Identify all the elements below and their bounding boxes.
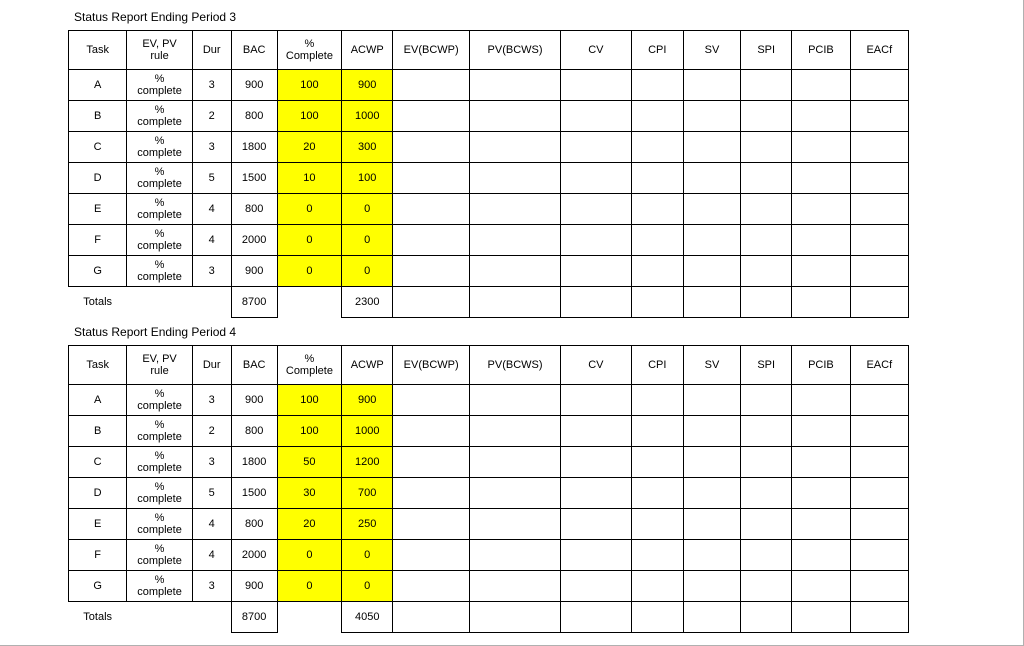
totals-pv[interactable] — [470, 602, 561, 633]
cell-task: D — [69, 163, 127, 194]
cell-pv[interactable] — [470, 163, 561, 194]
cell-spi[interactable] — [741, 163, 792, 194]
report-title: Status Report Ending Period 3 — [74, 10, 237, 24]
cell-bac: 900 — [231, 571, 277, 602]
cell-pcib[interactable] — [792, 509, 850, 540]
col-task: Task — [69, 31, 127, 70]
evm-table — [68, 345, 909, 633]
cell-cpi[interactable] — [631, 571, 683, 602]
cell-cv[interactable] — [561, 416, 632, 447]
cell-rule: % complete — [127, 416, 192, 447]
table-row — [69, 225, 909, 256]
table-row — [69, 256, 909, 287]
cell-task: F — [69, 540, 127, 571]
cell-pcib[interactable] — [792, 225, 850, 256]
cell-eacf[interactable] — [850, 416, 908, 447]
cell-dur: 4 — [192, 509, 231, 540]
cell-spi[interactable] — [741, 194, 792, 225]
totals-sv[interactable] — [683, 287, 740, 318]
table-row — [69, 540, 909, 571]
col-dur: Dur — [192, 346, 231, 385]
table-row — [69, 194, 909, 225]
totals-ev[interactable] — [393, 602, 470, 633]
cell-pcib[interactable] — [792, 163, 850, 194]
cell-pv[interactable] — [470, 509, 561, 540]
cell-ev[interactable] — [393, 194, 470, 225]
cell-cpi[interactable] — [631, 416, 683, 447]
col-ev-pv-rule: EV, PV rule — [127, 31, 192, 70]
cell-cv[interactable] — [561, 540, 632, 571]
totals-ev[interactable] — [393, 287, 470, 318]
cell-sv[interactable] — [683, 225, 740, 256]
totals-bac: 8700 — [231, 287, 277, 318]
cell-acwp[interactable]: 900 — [342, 70, 393, 101]
cell-bac: 2000 — [231, 540, 277, 571]
totals-eacf[interactable] — [850, 287, 908, 318]
cell-sv[interactable] — [683, 256, 740, 287]
cell-pcib[interactable] — [792, 416, 850, 447]
totals-label: Totals — [83, 296, 113, 309]
cell-sv[interactable] — [683, 194, 740, 225]
cell-bac: 900 — [231, 70, 277, 101]
cell-dur: 4 — [192, 540, 231, 571]
cell-rule: % complete — [127, 571, 192, 602]
cell-sv[interactable] — [683, 163, 740, 194]
cell-dur: 3 — [192, 256, 231, 287]
cell-cv[interactable] — [561, 70, 632, 101]
cell-bac: 900 — [231, 385, 277, 416]
cell-task: E — [69, 509, 127, 540]
table-row — [69, 416, 909, 447]
cell-ev[interactable] — [393, 509, 470, 540]
cell-cv[interactable] — [561, 478, 632, 509]
cell-sv[interactable] — [683, 571, 740, 602]
totals-cv[interactable] — [561, 602, 632, 633]
cell-cpi[interactable] — [631, 132, 683, 163]
cell-dur: 4 — [192, 225, 231, 256]
cell-task: A — [69, 70, 127, 101]
col-spi: SPI — [741, 31, 792, 70]
totals-pv[interactable] — [470, 287, 561, 318]
totals-pcib[interactable] — [792, 602, 850, 633]
cell-acwp[interactable]: 0 — [342, 571, 393, 602]
cell-acwp[interactable]: 1200 — [342, 447, 393, 478]
col-ev-bcwp: EV(BCWP) — [393, 346, 470, 385]
col-percent-complete: % Complete — [277, 31, 341, 70]
table-row — [69, 101, 909, 132]
col-cv: CV — [561, 31, 632, 70]
cell-pcib[interactable] — [792, 132, 850, 163]
cell-sv[interactable] — [683, 478, 740, 509]
table-row — [69, 385, 909, 416]
cell-cpi[interactable] — [631, 225, 683, 256]
cell-pv[interactable] — [470, 70, 561, 101]
cell-percent-complete[interactable]: 0 — [277, 194, 341, 225]
totals-label: Totals — [83, 611, 113, 624]
cell-eacf[interactable] — [850, 571, 908, 602]
col-acwp: ACWP — [342, 346, 393, 385]
cell-sv[interactable] — [683, 101, 740, 132]
status-report-period-3 — [68, 10, 909, 318]
totals-pcib[interactable] — [792, 287, 850, 318]
cell-percent-complete[interactable]: 50 — [277, 447, 341, 478]
cell-bac: 800 — [231, 509, 277, 540]
cell-acwp[interactable]: 1000 — [342, 101, 393, 132]
cell-task: A — [69, 385, 127, 416]
cell-cpi[interactable] — [631, 540, 683, 571]
cell-rule: % complete — [127, 225, 192, 256]
cell-rule: % complete — [127, 70, 192, 101]
cell-bac: 1800 — [231, 132, 277, 163]
cell-spi[interactable] — [741, 416, 792, 447]
cell-acwp[interactable]: 0 — [342, 256, 393, 287]
table-row — [69, 447, 909, 478]
cell-spi[interactable] — [741, 101, 792, 132]
cell-rule: % complete — [127, 132, 192, 163]
cell-acwp[interactable]: 250 — [342, 509, 393, 540]
cell-dur: 3 — [192, 132, 231, 163]
cell-eacf[interactable] — [850, 256, 908, 287]
cell-bac: 800 — [231, 101, 277, 132]
col-pv-bcws: PV(BCWS) — [470, 346, 561, 385]
cell-sv[interactable] — [683, 509, 740, 540]
col-bac: BAC — [231, 346, 277, 385]
cell-spi[interactable] — [741, 385, 792, 416]
cell-dur: 2 — [192, 101, 231, 132]
totals-row — [69, 287, 909, 318]
totals-cpi[interactable] — [631, 602, 683, 633]
col-pcib: PCIB — [792, 31, 850, 70]
col-cpi: CPI — [631, 346, 683, 385]
cell-percent-complete[interactable]: 100 — [277, 101, 341, 132]
cell-cv[interactable] — [561, 163, 632, 194]
totals-bac: 8700 — [231, 602, 277, 633]
cell-task: F — [69, 225, 127, 256]
cell-pv[interactable] — [470, 256, 561, 287]
cell-pcib[interactable] — [792, 478, 850, 509]
cell-eacf[interactable] — [850, 163, 908, 194]
cell-eacf[interactable] — [850, 540, 908, 571]
cell-cv[interactable] — [561, 132, 632, 163]
cell-eacf[interactable] — [850, 132, 908, 163]
col-cv: CV — [561, 346, 632, 385]
cell-rule: % complete — [127, 447, 192, 478]
cell-dur: 2 — [192, 416, 231, 447]
col-pv-bcws: PV(BCWS) — [470, 31, 561, 70]
cell-pcib[interactable] — [792, 540, 850, 571]
cell-pcib[interactable] — [792, 256, 850, 287]
cell-spi[interactable] — [741, 571, 792, 602]
cell-percent-complete[interactable]: 100 — [277, 416, 341, 447]
totals-pct-spacer — [277, 602, 341, 633]
cell-sv[interactable] — [683, 385, 740, 416]
cell-ev[interactable] — [393, 225, 470, 256]
cell-percent-complete[interactable]: 30 — [277, 478, 341, 509]
cell-cpi[interactable] — [631, 385, 683, 416]
cell-acwp[interactable]: 0 — [342, 540, 393, 571]
totals-pct-spacer — [277, 287, 341, 318]
col-ev-bcwp: EV(BCWP) — [393, 31, 470, 70]
cell-pv[interactable] — [470, 540, 561, 571]
cell-cpi[interactable] — [631, 194, 683, 225]
cell-pcib[interactable] — [792, 70, 850, 101]
col-eacf: EACf — [850, 346, 908, 385]
totals-eacf[interactable] — [850, 602, 908, 633]
cell-cv[interactable] — [561, 509, 632, 540]
cell-sv[interactable] — [683, 70, 740, 101]
cell-sv[interactable] — [683, 132, 740, 163]
cell-task: E — [69, 194, 127, 225]
cell-ev[interactable] — [393, 70, 470, 101]
cell-rule: % complete — [127, 256, 192, 287]
cell-percent-complete[interactable]: 0 — [277, 256, 341, 287]
cell-spi[interactable] — [741, 132, 792, 163]
cell-dur: 3 — [192, 571, 231, 602]
cell-rule: % complete — [127, 163, 192, 194]
cell-bac: 800 — [231, 194, 277, 225]
cell-cv[interactable] — [561, 256, 632, 287]
cell-ev[interactable] — [393, 416, 470, 447]
cell-eacf[interactable] — [850, 478, 908, 509]
cell-spi[interactable] — [741, 225, 792, 256]
cell-cpi[interactable] — [631, 70, 683, 101]
table-row — [69, 571, 909, 602]
cell-task: D — [69, 478, 127, 509]
table-row — [69, 70, 909, 101]
totals-cv[interactable] — [561, 287, 632, 318]
cell-cpi[interactable] — [631, 478, 683, 509]
cell-task: G — [69, 571, 127, 602]
cell-ev[interactable] — [393, 101, 470, 132]
totals-spi[interactable] — [741, 287, 792, 318]
cell-pv[interactable] — [470, 225, 561, 256]
cell-pv[interactable] — [470, 194, 561, 225]
cell-bac: 1500 — [231, 478, 277, 509]
table-row — [69, 478, 909, 509]
cell-cv[interactable] — [561, 194, 632, 225]
cell-pv[interactable] — [470, 478, 561, 509]
cell-rule: % complete — [127, 101, 192, 132]
cell-pv[interactable] — [470, 385, 561, 416]
cell-rule: % complete — [127, 540, 192, 571]
cell-pv[interactable] — [470, 447, 561, 478]
cell-dur: 5 — [192, 163, 231, 194]
cell-ev[interactable] — [393, 478, 470, 509]
cell-cv[interactable] — [561, 447, 632, 478]
cell-rule: % complete — [127, 194, 192, 225]
cell-pcib[interactable] — [792, 194, 850, 225]
col-cpi: CPI — [631, 31, 683, 70]
cell-cpi[interactable] — [631, 447, 683, 478]
col-eacf: EACf — [850, 31, 908, 70]
cell-task: B — [69, 101, 127, 132]
table-row — [69, 132, 909, 163]
col-task: Task — [69, 346, 127, 385]
cell-dur: 3 — [192, 447, 231, 478]
cell-acwp[interactable]: 100 — [342, 163, 393, 194]
cell-cpi[interactable] — [631, 101, 683, 132]
table-header-row — [69, 31, 909, 70]
cell-pv[interactable] — [470, 132, 561, 163]
totals-cpi[interactable] — [631, 287, 683, 318]
cell-task: C — [69, 132, 127, 163]
evm-table — [68, 30, 909, 318]
status-report-period-4 — [68, 325, 909, 633]
cell-acwp[interactable]: 0 — [342, 225, 393, 256]
table-header-row — [69, 346, 909, 385]
cell-bac: 900 — [231, 256, 277, 287]
cell-percent-complete[interactable]: 10 — [277, 163, 341, 194]
table-row — [69, 509, 909, 540]
totals-dur-spacer — [192, 602, 231, 633]
col-ev-pv-rule: EV, PV rule — [127, 346, 192, 385]
cell-ev[interactable] — [393, 163, 470, 194]
cell-pcib[interactable] — [792, 571, 850, 602]
cell-bac: 800 — [231, 416, 277, 447]
cell-spi[interactable] — [741, 256, 792, 287]
col-sv: SV — [683, 31, 740, 70]
report-title: Status Report Ending Period 4 — [74, 325, 237, 339]
cell-pv[interactable] — [470, 571, 561, 602]
cell-eacf[interactable] — [850, 101, 908, 132]
cell-acwp[interactable]: 0 — [342, 194, 393, 225]
cell-acwp[interactable]: 1000 — [342, 416, 393, 447]
cell-sv[interactable] — [683, 540, 740, 571]
cell-percent-complete[interactable]: 20 — [277, 509, 341, 540]
col-spi: SPI — [741, 346, 792, 385]
cell-cv[interactable] — [561, 101, 632, 132]
col-dur: Dur — [192, 31, 231, 70]
cell-cpi[interactable] — [631, 256, 683, 287]
cell-percent-complete[interactable]: 20 — [277, 132, 341, 163]
totals-sv[interactable] — [683, 602, 740, 633]
totals-rule-spacer — [127, 602, 192, 633]
cell-rule: % complete — [127, 478, 192, 509]
cell-ev[interactable] — [393, 385, 470, 416]
cell-pv[interactable] — [470, 416, 561, 447]
cell-dur: 4 — [192, 194, 231, 225]
cell-dur: 3 — [192, 385, 231, 416]
cell-percent-complete[interactable]: 0 — [277, 571, 341, 602]
cell-percent-complete[interactable]: 0 — [277, 540, 341, 571]
col-bac: BAC — [231, 31, 277, 70]
cell-cpi[interactable] — [631, 163, 683, 194]
cell-rule: % complete — [127, 509, 192, 540]
cell-percent-complete[interactable]: 100 — [277, 385, 341, 416]
cell-acwp[interactable]: 300 — [342, 132, 393, 163]
table-row — [69, 163, 909, 194]
cell-spi[interactable] — [741, 447, 792, 478]
cell-spi[interactable] — [741, 70, 792, 101]
cell-eacf[interactable] — [850, 225, 908, 256]
cell-rule: % complete — [127, 385, 192, 416]
cell-acwp[interactable]: 700 — [342, 478, 393, 509]
cell-bac: 1800 — [231, 447, 277, 478]
cell-pv[interactable] — [470, 101, 561, 132]
cell-dur: 3 — [192, 70, 231, 101]
cell-ev[interactable] — [393, 540, 470, 571]
cell-ev[interactable] — [393, 132, 470, 163]
cell-eacf[interactable] — [850, 385, 908, 416]
cell-sv[interactable] — [683, 447, 740, 478]
cell-ev[interactable] — [393, 256, 470, 287]
cell-task: C — [69, 447, 127, 478]
cell-ev[interactable] — [393, 447, 470, 478]
totals-spi[interactable] — [741, 602, 792, 633]
totals-acwp: 4050 — [342, 602, 393, 633]
cell-spi[interactable] — [741, 509, 792, 540]
cell-task: B — [69, 416, 127, 447]
cell-eacf[interactable] — [850, 447, 908, 478]
cell-cv[interactable] — [561, 571, 632, 602]
cell-acwp[interactable]: 900 — [342, 385, 393, 416]
cell-bac: 2000 — [231, 225, 277, 256]
cell-eacf[interactable] — [850, 194, 908, 225]
cell-percent-complete[interactable]: 100 — [277, 70, 341, 101]
cell-dur: 5 — [192, 478, 231, 509]
cell-spi[interactable] — [741, 478, 792, 509]
col-acwp: ACWP — [342, 31, 393, 70]
cell-eacf[interactable] — [850, 509, 908, 540]
cell-cv[interactable] — [561, 225, 632, 256]
cell-sv[interactable] — [683, 416, 740, 447]
cell-task: G — [69, 256, 127, 287]
cell-spi[interactable] — [741, 540, 792, 571]
col-pcib: PCIB — [792, 346, 850, 385]
totals-rule-spacer — [127, 287, 192, 318]
col-sv: SV — [683, 346, 740, 385]
cell-pcib[interactable] — [792, 447, 850, 478]
cell-cpi[interactable] — [631, 509, 683, 540]
cell-bac: 1500 — [231, 163, 277, 194]
cell-pcib[interactable] — [792, 101, 850, 132]
totals-row — [69, 602, 909, 633]
cell-percent-complete[interactable]: 0 — [277, 225, 341, 256]
totals-acwp: 2300 — [342, 287, 393, 318]
cell-cv[interactable] — [561, 385, 632, 416]
cell-ev[interactable] — [393, 571, 470, 602]
col-percent-complete: % Complete — [277, 346, 341, 385]
cell-pcib[interactable] — [792, 385, 850, 416]
totals-dur-spacer — [192, 287, 231, 318]
cell-eacf[interactable] — [850, 70, 908, 101]
